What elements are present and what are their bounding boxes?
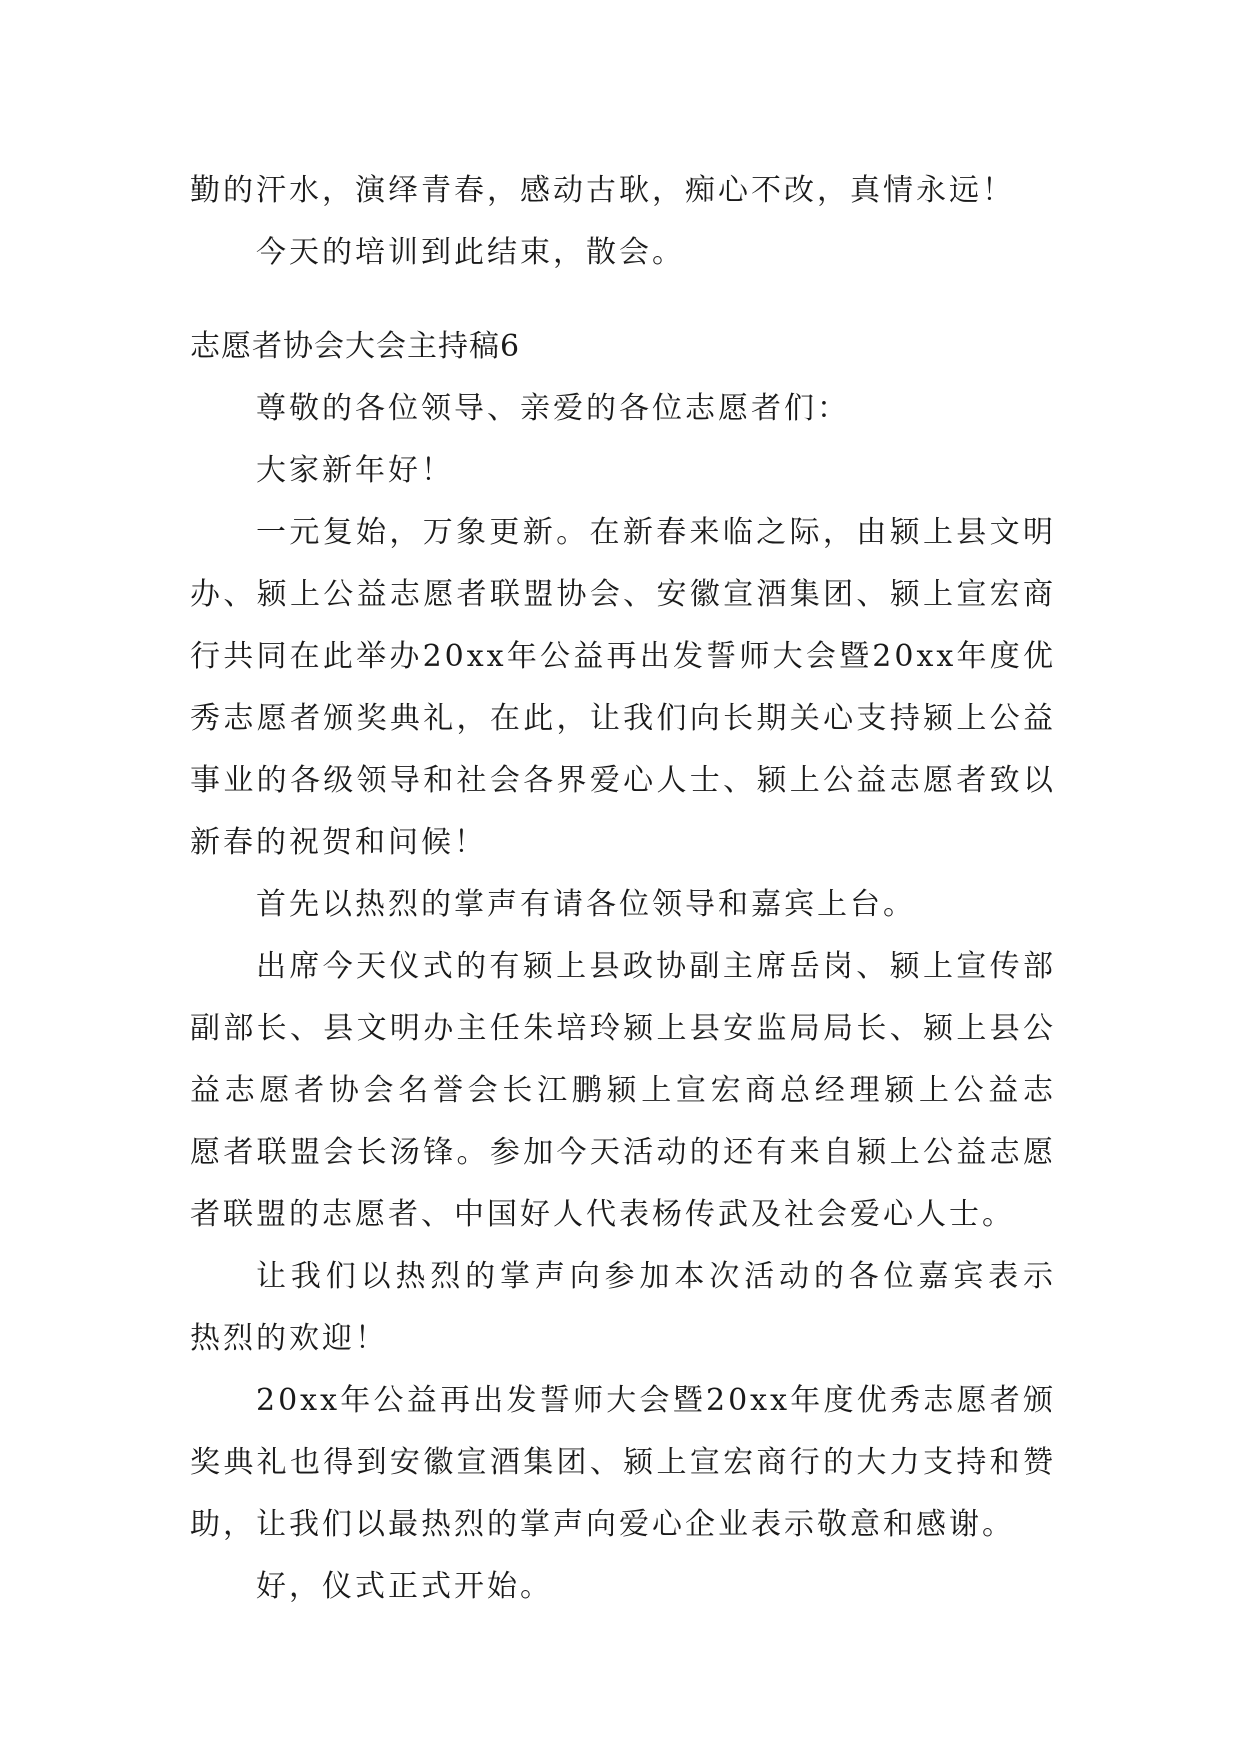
paragraph-line: 益志愿者协会名誉会长江鹏颍上宣宏商总经理颍上公益志: [190, 1073, 1056, 1108]
paragraph-line: 秀志愿者颁奖典礼，在此，让我们向长期关心支持颍上公益: [190, 701, 1056, 736]
paragraph-line: 行共同在此举办20xx年公益再出发誓师大会暨20xx年度优: [190, 639, 1056, 674]
paragraph-line: 奖典礼也得到安徽宣酒集团、颍上宣宏商行的大力支持和赞: [190, 1445, 1056, 1480]
paragraph-line: 者联盟的志愿者、中国好人代表杨传武及社会爱心人士。: [190, 1197, 1015, 1232]
new-year-line: 大家新年好！: [256, 453, 454, 488]
paragraph-line: 热烈的欢迎！: [190, 1321, 388, 1356]
paragraph-line: 办、颍上公益志愿者联盟协会、安徽宣酒集团、颍上宣宏商: [190, 577, 1056, 612]
paragraph-line: 助，让我们以最热烈的掌声向爱心企业表示敬意和感谢。: [190, 1507, 1015, 1542]
paragraph-line: 新春的祝贺和问候！: [190, 825, 487, 860]
text-line: 勤的汗水，演绎青春，感动古耿，痴心不改，真情永远！: [190, 173, 1015, 208]
paragraph-line: 首先以热烈的掌声有请各位领导和嘉宾上台。: [256, 887, 916, 922]
document-body: [190, 160, 1056, 1618]
paragraph-line: 事业的各级领导和社会各界爱心人士、颍上公益志愿者致以: [190, 763, 1056, 798]
paragraph-line: 出席今天仪式的有颍上县政协副主席岳岗、颍上宣传部: [256, 949, 1056, 984]
paragraph-line: 愿者联盟会长汤锋。参加今天活动的还有来自颍上公益志愿: [190, 1135, 1056, 1170]
spacer: [190, 284, 1056, 316]
paragraph-line: 让我们以热烈的掌声向参加本次活动的各位嘉宾表示: [256, 1259, 1056, 1294]
paragraph-line: 副部长、县文明办主任朱培玲颍上县安监局局长、颍上县公: [190, 1011, 1056, 1046]
paragraph-line: 20xx年公益再出发誓师大会暨20xx年度优秀志愿者颁: [256, 1383, 1056, 1418]
paragraph-line: 好，仪式正式开始。: [256, 1569, 553, 1604]
paragraph-line: 一元复始，万象更新。在新春来临之际，由颍上县文明: [256, 515, 1056, 550]
text-line: 今天的培训到此结束，散会。: [256, 235, 685, 270]
section-title: 志愿者协会大会主持稿6: [190, 329, 521, 364]
greeting-line: 尊敬的各位领导、亲爱的各位志愿者们：: [256, 391, 850, 426]
